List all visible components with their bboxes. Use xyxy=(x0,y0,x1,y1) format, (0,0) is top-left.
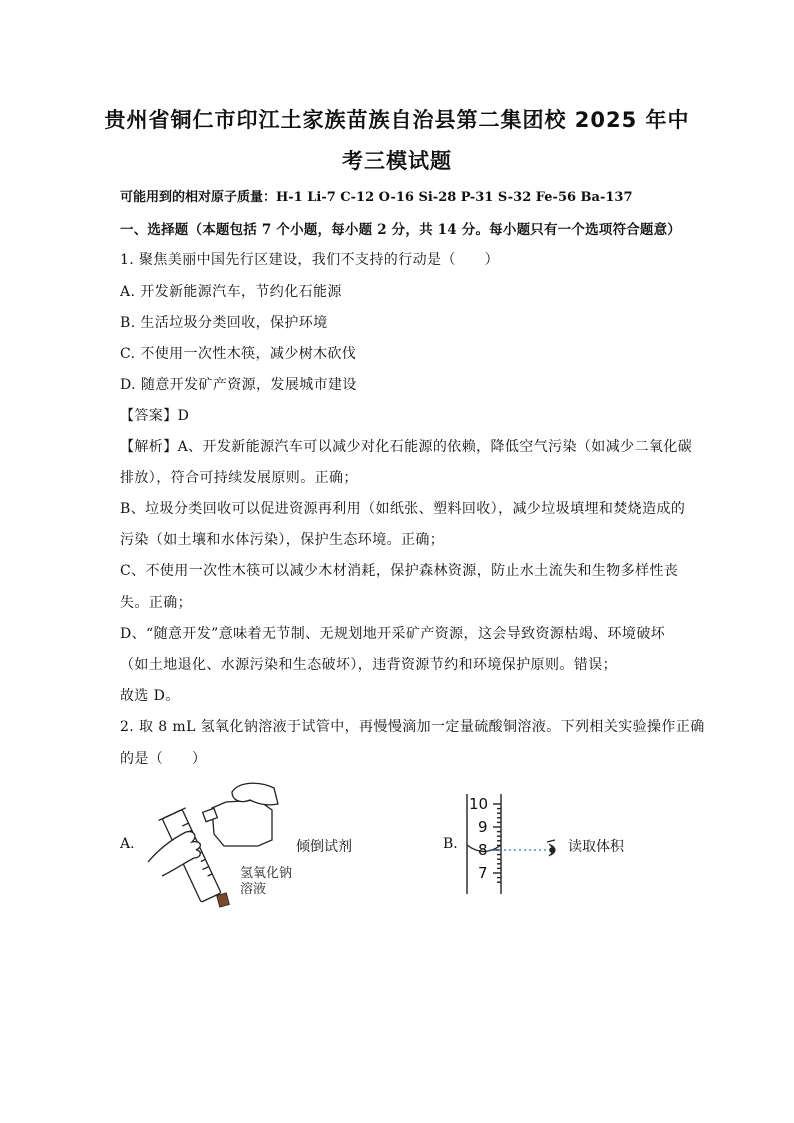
question-1-stem: 1. 聚焦美丽中国先行区建设，我们不支持的行动是（ ） xyxy=(120,252,500,268)
figure-a-pouring-illustration xyxy=(140,770,300,920)
analysis-line: （如土地退化、水源污染和生态破坏），违背资源节约和环境保护原则。错误； xyxy=(120,657,617,673)
analysis-line: 失。正确； xyxy=(120,595,192,611)
section-heading: 一、选择题（本题包括 7 个小题，每小题 2 分，共 14 分。每小题只有一个选项符合题意） xyxy=(120,222,681,238)
question-1-option-b: B. 生活垃圾分类回收，保护环境 xyxy=(120,315,328,331)
figure-b-label: B. xyxy=(443,836,458,852)
scale-label-9: 9 xyxy=(478,818,488,836)
analysis-line: B、垃圾分类回收可以促进资源再利用（如纸张、塑料回收），减少垃圾填埋和焚烧造成的 xyxy=(120,501,686,517)
analysis-line: D、“随意开发”意味着无节制、无规划地开采矿产资源，这会导致资源枯竭、环境破坏 xyxy=(120,626,666,642)
question-2-stem: 的是（ ） xyxy=(120,751,207,767)
scale-label-10: 10 xyxy=(469,795,489,813)
scale-label-7: 7 xyxy=(478,864,488,882)
analysis-line: 污染（如土壤和水体污染），保护生态环境。正确； xyxy=(120,532,445,548)
analysis-line: 【解析】A、开发新能源汽车可以减少对化石能源的依赖，降低空气污染（如减少二氧化碳 xyxy=(120,439,693,455)
figure-b-caption: 读取体积 xyxy=(568,839,624,855)
atomic-masses-note: 可能用到的相对原子质量：H-1 Li-7 C-12 O-16 Si-28 P-31 S-32 Fe-56 Ba-137 xyxy=(120,190,633,205)
question-1-answer: 【答案】D xyxy=(120,408,190,424)
analysis-conclusion: 故选 D。 xyxy=(120,688,180,704)
scale-label-8: 8 xyxy=(478,841,488,859)
figure-a-label: A. xyxy=(120,836,135,852)
bottle-label-line-2: 溶液 xyxy=(240,882,267,897)
bottle-label-line-1: 氢氧化钠 xyxy=(240,866,293,881)
exam-title-line-1: 贵州省铜仁市印江土家族苗族自治县第二集团校 2025 年中 xyxy=(104,108,690,132)
question-2-stem: 2. 取 8 mL 氢氧化钠溶液于试管中，再慢慢滴加一定量硫酸铜溶液。下列相关实验操作正确 xyxy=(120,719,705,735)
analysis-line: C、不使用一次性木筷可以减少木材消耗，保护森林资源，防止水土流失和生物多样性丧 xyxy=(120,563,679,579)
figure-a-caption: 倾倒试剂 xyxy=(296,839,352,855)
question-1-option-a: A. 开发新能源汽车，节约化石能源 xyxy=(120,284,342,300)
analysis-line: 排放），符合可持续发展原则。正确； xyxy=(120,470,358,486)
question-1-option-d: D. 随意开发矿产资源，发展城市建设 xyxy=(120,377,357,393)
exam-title-line-2: 考三模试题 xyxy=(342,149,452,173)
question-1-option-c: C. 不使用一次性木筷，减少树木砍伐 xyxy=(120,346,357,362)
